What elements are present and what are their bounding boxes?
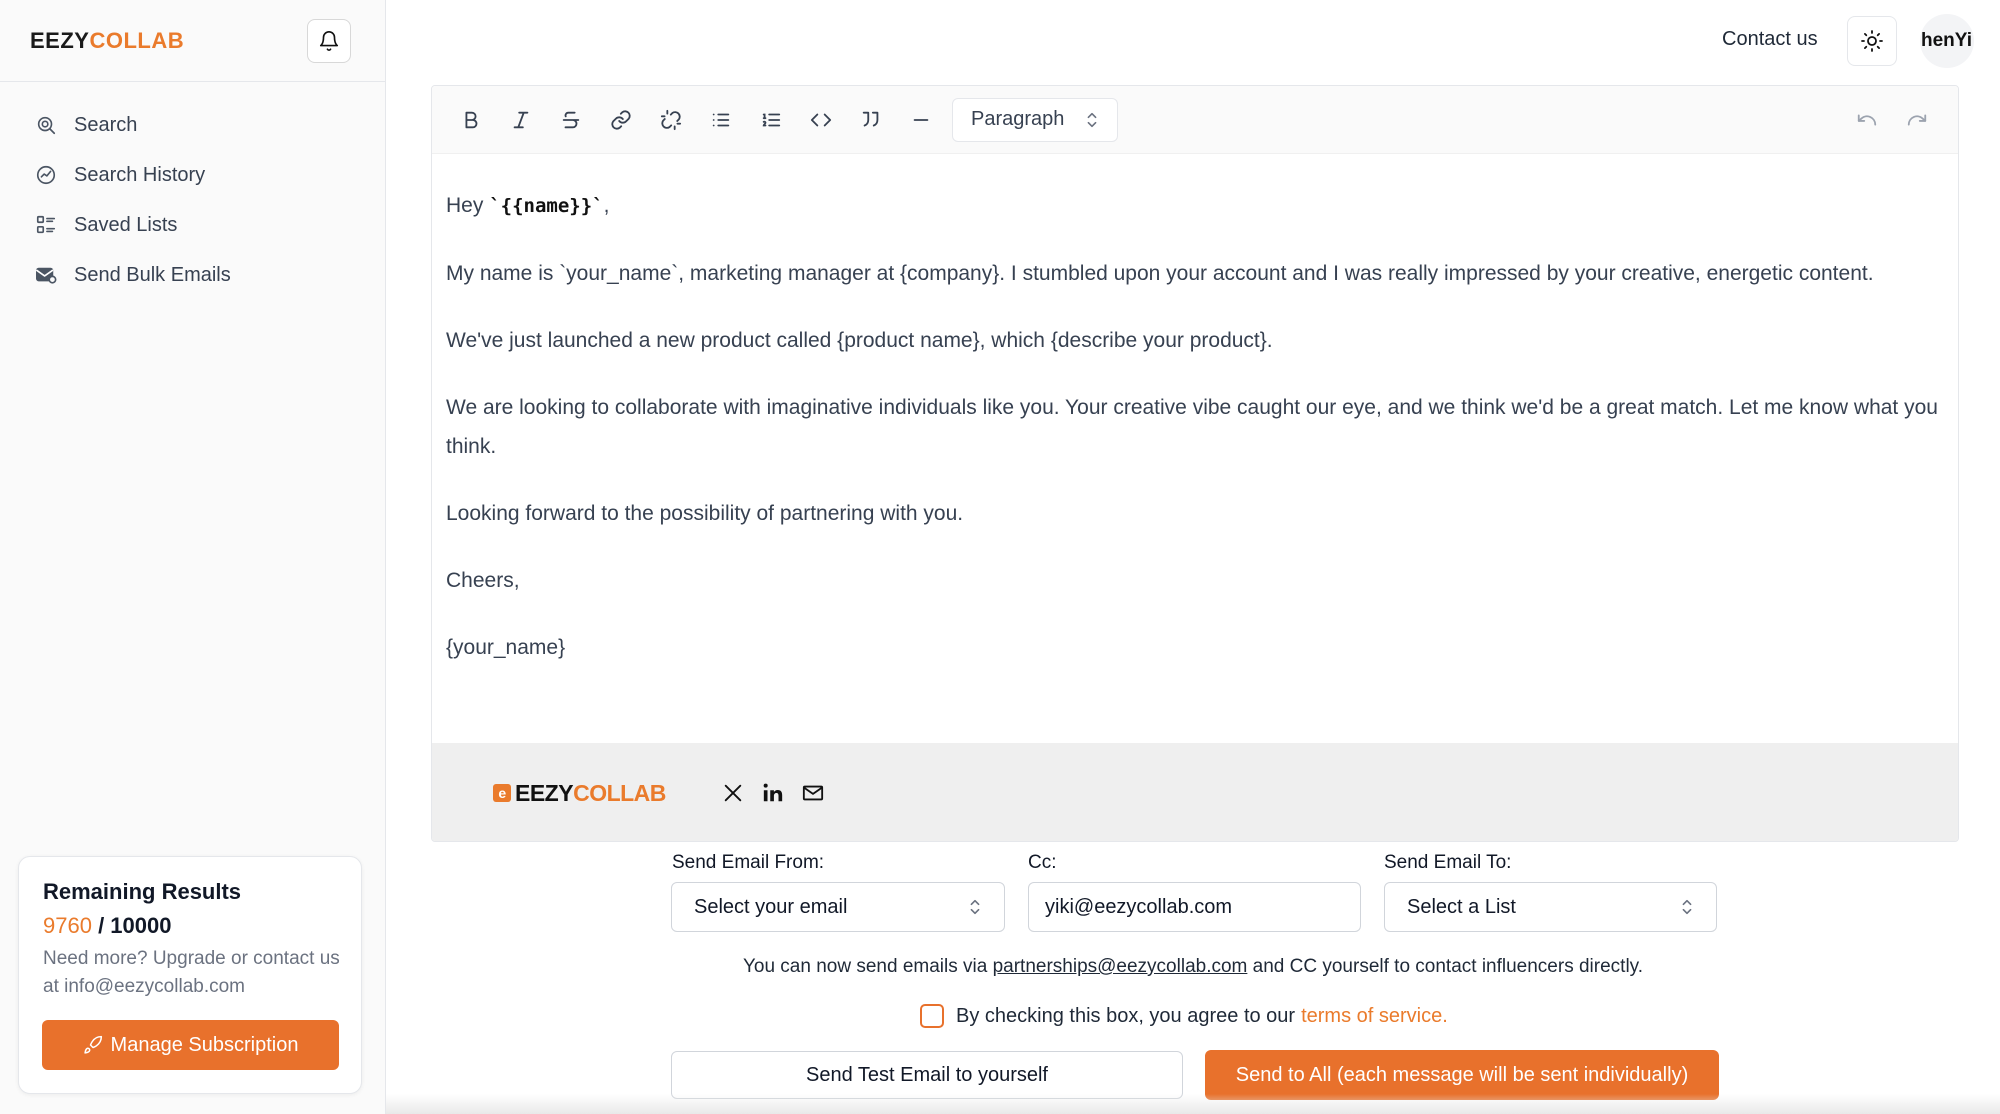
sidebar-header <box>0 0 385 82</box>
remaining-results-card <box>18 856 362 1094</box>
email-editor <box>431 85 1959 842</box>
sidebar-item-label: Send Bulk Emails <box>74 263 231 286</box>
results-separator: / <box>91 913 111 938</box>
strikethrough-icon <box>560 109 582 131</box>
manage-subscription-label: Manage Subscription <box>110 1033 299 1056</box>
sidebar-item-saved-lists[interactable] <box>0 200 385 250</box>
info-prefix: You can now send emails via <box>742 956 993 977</box>
linkedin-icon[interactable] <box>760 780 786 806</box>
send-to-all-button[interactable] <box>1205 1050 1719 1100</box>
manage-subscription-button[interactable] <box>42 1020 339 1070</box>
terms-agreement <box>920 1004 1448 1028</box>
body-paragraph: {your_name} <box>446 636 566 659</box>
social-links <box>720 780 840 806</box>
signature-logo <box>493 780 666 807</box>
code-button[interactable] <box>796 95 846 145</box>
blockquote-button[interactable] <box>846 95 896 145</box>
top-bar <box>386 0 2000 82</box>
strikethrough-button[interactable] <box>546 95 596 145</box>
block-type-value: Paragraph <box>971 108 1065 130</box>
sidebar <box>0 0 386 1114</box>
send-to-label: Send Email To: <box>1384 852 1512 873</box>
sidebar-item-label: Saved Lists <box>74 213 178 236</box>
greeting-prefix: Hey <box>446 194 490 217</box>
user-name: henYi <box>1920 30 1972 51</box>
code-icon <box>810 109 832 131</box>
user-menu-button[interactable] <box>1920 14 1974 68</box>
logo-mark-icon: e <box>493 784 511 802</box>
logo-part2: COLLAB <box>89 27 185 53</box>
bullet-list-icon <box>710 109 732 131</box>
logo-part1: EEZY <box>30 27 90 53</box>
info-suffix: and CC yourself to contact influencers directly. <box>1247 956 1644 977</box>
send-from-label: Send Email From: <box>672 852 825 873</box>
italic-icon <box>510 109 532 131</box>
mail-icon <box>34 263 58 287</box>
results-total: 10000 <box>110 913 172 938</box>
body-paragraph: Cheers, <box>446 569 520 592</box>
ordered-list-icon <box>760 109 782 131</box>
sidebar-item-search-history[interactable] <box>0 150 385 200</box>
partnerships-email-link[interactable]: partnerships@eezycollab.com <box>992 956 1248 977</box>
results-used: 9760 <box>43 913 92 938</box>
undo-redo-group <box>1842 95 1942 145</box>
horizontal-rule-button[interactable] <box>896 95 946 145</box>
notifications-button[interactable] <box>307 19 351 63</box>
ordered-list-button[interactable] <box>746 95 796 145</box>
cc-label: Cc: <box>1028 852 1057 873</box>
sun-icon <box>1860 29 1884 53</box>
unlink-button[interactable] <box>646 95 696 145</box>
bullet-list-button[interactable] <box>696 95 746 145</box>
redo-button[interactable] <box>1892 95 1942 145</box>
bell-icon <box>318 30 340 52</box>
unlink-icon <box>660 109 682 131</box>
terms-of-service-link[interactable]: terms of service. <box>1301 1004 1448 1027</box>
editor-toolbar <box>432 86 1958 154</box>
send-from-select[interactable] <box>671 882 1005 932</box>
card-title: Remaining Results <box>43 879 242 904</box>
cc-input[interactable] <box>1045 896 1338 919</box>
body-paragraph: Looking forward to the possibility of partnering with you. <box>446 502 964 525</box>
redo-icon <box>1906 109 1928 131</box>
link-button[interactable] <box>596 95 646 145</box>
link-icon <box>610 109 632 131</box>
sidebar-nav <box>0 82 385 300</box>
rocket-icon <box>83 1035 103 1055</box>
email-signature <box>432 743 1958 842</box>
list-icon <box>34 213 58 237</box>
x-icon[interactable] <box>720 780 746 806</box>
undo-button[interactable] <box>1842 95 1892 145</box>
send-info-text <box>386 956 2000 978</box>
send-from-value: Select your email <box>694 895 848 918</box>
results-count <box>43 913 337 939</box>
undo-icon <box>1856 109 1878 131</box>
signature-logo-part2: COLLAB <box>573 779 666 806</box>
chevron-updown-icon <box>1680 898 1694 916</box>
terms-checkbox[interactable] <box>920 1004 944 1028</box>
chevron-updown-icon <box>968 898 982 916</box>
sidebar-item-search[interactable] <box>0 100 385 150</box>
send-to-value: Select a List <box>1407 895 1516 918</box>
quote-icon <box>860 109 882 131</box>
send-all-label: Send to All (each message will be sent individually) <box>1235 1063 1689 1086</box>
greeting-suffix: , <box>603 194 610 217</box>
greeting-line <box>446 186 1944 226</box>
card-description: Need more? Upgrade or contact us at info@eezycollab.com <box>43 948 340 997</box>
minus-icon <box>910 109 932 131</box>
sidebar-item-label: Search <box>74 113 138 136</box>
send-test-label: Send Test Email to yourself <box>806 1063 1048 1086</box>
bold-icon <box>460 109 482 131</box>
send-test-email-button[interactable] <box>671 1051 1183 1099</box>
theme-toggle-button[interactable] <box>1847 16 1897 66</box>
sidebar-item-label: Search History <box>74 163 206 186</box>
sidebar-item-send-bulk-emails[interactable] <box>0 250 385 300</box>
body-paragraph: We've just launched a new product called {product name}, which {describe your product}. <box>446 329 1273 352</box>
signature-logo-part1: EEZY <box>515 779 574 806</box>
contact-us-link[interactable]: Contact us <box>1722 28 1818 50</box>
terms-text: By checking this box, you agree to our <box>956 1004 1296 1027</box>
bold-button[interactable] <box>446 95 496 145</box>
search-icon <box>34 113 58 137</box>
block-type-select[interactable] <box>952 98 1118 142</box>
body-paragraph: We are looking to collaborate with imaginative individuals like you. Your creative vibe caught our eye, and we think we'd be a great match. Let me know what you think. <box>446 396 1938 458</box>
chevron-updown-icon <box>1085 111 1099 129</box>
mail-icon[interactable] <box>800 780 826 806</box>
history-icon <box>34 163 58 187</box>
body-paragraph: My name is `your_name`, marketing manager at {company}. I stumbled upon your account and I was really impressed by your creative, energetic content. <box>446 262 1874 285</box>
cc-field[interactable] <box>1028 882 1361 932</box>
app-logo[interactable] <box>30 28 184 54</box>
name-placeholder: `{{name}}` <box>489 195 604 217</box>
send-to-select[interactable] <box>1384 882 1717 932</box>
editor-content[interactable] <box>432 154 1958 667</box>
bottom-shadow <box>386 1094 2000 1114</box>
italic-button[interactable] <box>496 95 546 145</box>
